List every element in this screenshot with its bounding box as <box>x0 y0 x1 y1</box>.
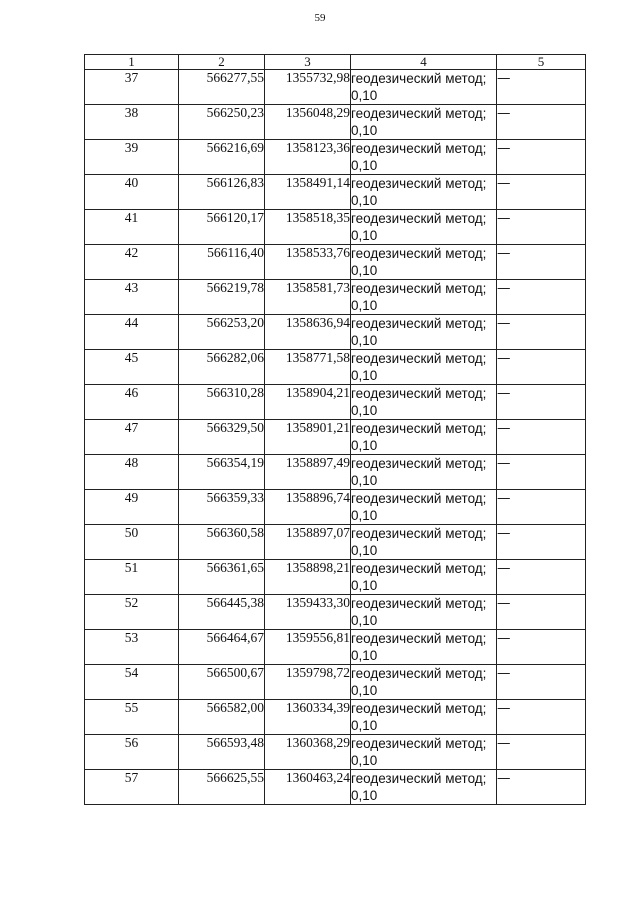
table-row <box>85 210 586 245</box>
method-cell: геодезический метод; 0,10 <box>351 630 497 665</box>
header-col-3: 3 <box>265 55 351 70</box>
header-col-2: 2 <box>179 55 265 70</box>
point-number-cell: 37 <box>85 70 179 105</box>
x-coordinate-cell: 566310,28 <box>179 385 265 420</box>
note-cell: — <box>497 490 586 525</box>
x-coordinate-cell: 566219,78 <box>179 280 265 315</box>
note-cell: — <box>497 315 586 350</box>
y-coordinate-cell: 1358636,94 <box>265 315 351 350</box>
header-col-1: 1 <box>85 55 179 70</box>
y-coordinate-cell: 1360368,29 <box>265 735 351 770</box>
y-coordinate-cell: 1358898,21 <box>265 560 351 595</box>
y-coordinate-cell: 1358581,73 <box>265 280 351 315</box>
y-coordinate-cell: 1358896,74 <box>265 490 351 525</box>
method-cell: геодезический метод; 0,10 <box>351 280 497 315</box>
table-row <box>85 455 586 490</box>
point-number-cell: 40 <box>85 175 179 210</box>
table-row <box>85 560 586 595</box>
point-number-cell: 56 <box>85 735 179 770</box>
x-coordinate-cell: 566445,38 <box>179 595 265 630</box>
table-row <box>85 175 586 210</box>
method-cell: геодезический метод; 0,10 <box>351 455 497 490</box>
note-cell: — <box>497 245 586 280</box>
point-number-cell: 49 <box>85 490 179 525</box>
note-cell: — <box>497 210 586 245</box>
y-coordinate-cell: 1359556,81 <box>265 630 351 665</box>
table-row <box>85 770 586 805</box>
note-cell: — <box>497 385 586 420</box>
x-coordinate-cell: 566625,55 <box>179 770 265 805</box>
table-row <box>85 350 586 385</box>
point-number-cell: 42 <box>85 245 179 280</box>
y-coordinate-cell: 1358533,76 <box>265 245 351 280</box>
table-row <box>85 700 586 735</box>
note-cell: — <box>497 420 586 455</box>
point-number-cell: 38 <box>85 105 179 140</box>
y-coordinate-cell: 1358897,49 <box>265 455 351 490</box>
y-coordinate-cell: 1359433,30 <box>265 595 351 630</box>
x-coordinate-cell: 566277,55 <box>179 70 265 105</box>
point-number-cell: 57 <box>85 770 179 805</box>
note-cell: — <box>497 350 586 385</box>
method-cell: геодезический метод; 0,10 <box>351 315 497 350</box>
table-row <box>85 140 586 175</box>
x-coordinate-cell: 566464,67 <box>179 630 265 665</box>
table-row <box>85 105 586 140</box>
table-row <box>85 595 586 630</box>
method-cell: геодезический метод; 0,10 <box>351 595 497 630</box>
method-cell: геодезический метод; 0,10 <box>351 105 497 140</box>
note-cell: — <box>497 735 586 770</box>
y-coordinate-cell: 1358904,21 <box>265 385 351 420</box>
y-coordinate-cell: 1360334,39 <box>265 700 351 735</box>
x-coordinate-cell: 566593,48 <box>179 735 265 770</box>
page-number: 59 <box>314 12 326 24</box>
y-coordinate-cell: 1360463,24 <box>265 770 351 805</box>
x-coordinate-cell: 566120,17 <box>179 210 265 245</box>
table-row <box>85 70 586 105</box>
x-coordinate-cell: 566329,50 <box>179 420 265 455</box>
method-cell: геодезический метод; 0,10 <box>351 560 497 595</box>
method-cell: геодезический метод; 0,10 <box>351 210 497 245</box>
point-number-cell: 54 <box>85 665 179 700</box>
method-cell: геодезический метод; 0,10 <box>351 665 497 700</box>
y-coordinate-cell: 1358491,14 <box>265 175 351 210</box>
note-cell: — <box>497 105 586 140</box>
x-coordinate-cell: 566116,40 <box>179 245 265 280</box>
x-coordinate-cell: 566253,20 <box>179 315 265 350</box>
table-body <box>85 70 586 805</box>
note-cell: — <box>497 280 586 315</box>
table-row <box>85 280 586 315</box>
point-number-cell: 45 <box>85 350 179 385</box>
y-coordinate-cell: 1356048,29 <box>265 105 351 140</box>
note-cell: — <box>497 630 586 665</box>
table-row <box>85 630 586 665</box>
x-coordinate-cell: 566500,67 <box>179 665 265 700</box>
note-cell: — <box>497 175 586 210</box>
method-cell: геодезический метод; 0,10 <box>351 420 497 455</box>
point-number-cell: 53 <box>85 630 179 665</box>
method-cell: геодезический метод; 0,10 <box>351 735 497 770</box>
y-coordinate-cell: 1355732,98 <box>265 70 351 105</box>
method-cell: геодезический метод; 0,10 <box>351 770 497 805</box>
x-coordinate-cell: 566359,33 <box>179 490 265 525</box>
header-row <box>85 55 586 70</box>
x-coordinate-cell: 566360,58 <box>179 525 265 560</box>
table-row <box>85 420 586 455</box>
point-number-cell: 47 <box>85 420 179 455</box>
point-number-cell: 55 <box>85 700 179 735</box>
table-row <box>85 385 586 420</box>
y-coordinate-cell: 1358901,21 <box>265 420 351 455</box>
method-cell: геодезический метод; 0,10 <box>351 490 497 525</box>
y-coordinate-cell: 1358518,35 <box>265 210 351 245</box>
y-coordinate-cell: 1358123,36 <box>265 140 351 175</box>
y-coordinate-cell: 1359798,72 <box>265 665 351 700</box>
note-cell: — <box>497 665 586 700</box>
x-coordinate-cell: 566354,19 <box>179 455 265 490</box>
point-number-cell: 44 <box>85 315 179 350</box>
point-number-cell: 51 <box>85 560 179 595</box>
point-number-cell: 48 <box>85 455 179 490</box>
note-cell: — <box>497 700 586 735</box>
header-col-5: 5 <box>497 55 586 70</box>
method-cell: геодезический метод; 0,10 <box>351 245 497 280</box>
table-row <box>85 490 586 525</box>
point-number-cell: 41 <box>85 210 179 245</box>
point-number-cell: 43 <box>85 280 179 315</box>
note-cell: — <box>497 560 586 595</box>
point-number-cell: 52 <box>85 595 179 630</box>
x-coordinate-cell: 566361,65 <box>179 560 265 595</box>
table-row <box>85 525 586 560</box>
y-coordinate-cell: 1358897,07 <box>265 525 351 560</box>
x-coordinate-cell: 566126,83 <box>179 175 265 210</box>
note-cell: — <box>497 455 586 490</box>
method-cell: геодезический метод; 0,10 <box>351 70 497 105</box>
table-row <box>85 735 586 770</box>
method-cell: геодезический метод; 0,10 <box>351 140 497 175</box>
method-cell: геодезический метод; 0,10 <box>351 525 497 560</box>
method-cell: геодезический метод; 0,10 <box>351 175 497 210</box>
method-cell: геодезический метод; 0,10 <box>351 350 497 385</box>
x-coordinate-cell: 566250,23 <box>179 105 265 140</box>
table-header <box>85 55 586 70</box>
table-row <box>85 665 586 700</box>
table-row <box>85 245 586 280</box>
point-number-cell: 50 <box>85 525 179 560</box>
note-cell: — <box>497 70 586 105</box>
note-cell: — <box>497 595 586 630</box>
x-coordinate-cell: 566216,69 <box>179 140 265 175</box>
x-coordinate-cell: 566282,06 <box>179 350 265 385</box>
note-cell: — <box>497 140 586 175</box>
note-cell: — <box>497 525 586 560</box>
note-cell: — <box>497 770 586 805</box>
header-col-4: 4 <box>351 55 497 70</box>
table-row <box>85 315 586 350</box>
y-coordinate-cell: 1358771,58 <box>265 350 351 385</box>
point-number-cell: 46 <box>85 385 179 420</box>
x-coordinate-cell: 566582,00 <box>179 700 265 735</box>
point-number-cell: 39 <box>85 140 179 175</box>
coordinates-table <box>84 54 586 805</box>
method-cell: геодезический метод; 0,10 <box>351 385 497 420</box>
method-cell: геодезический метод; 0,10 <box>351 700 497 735</box>
